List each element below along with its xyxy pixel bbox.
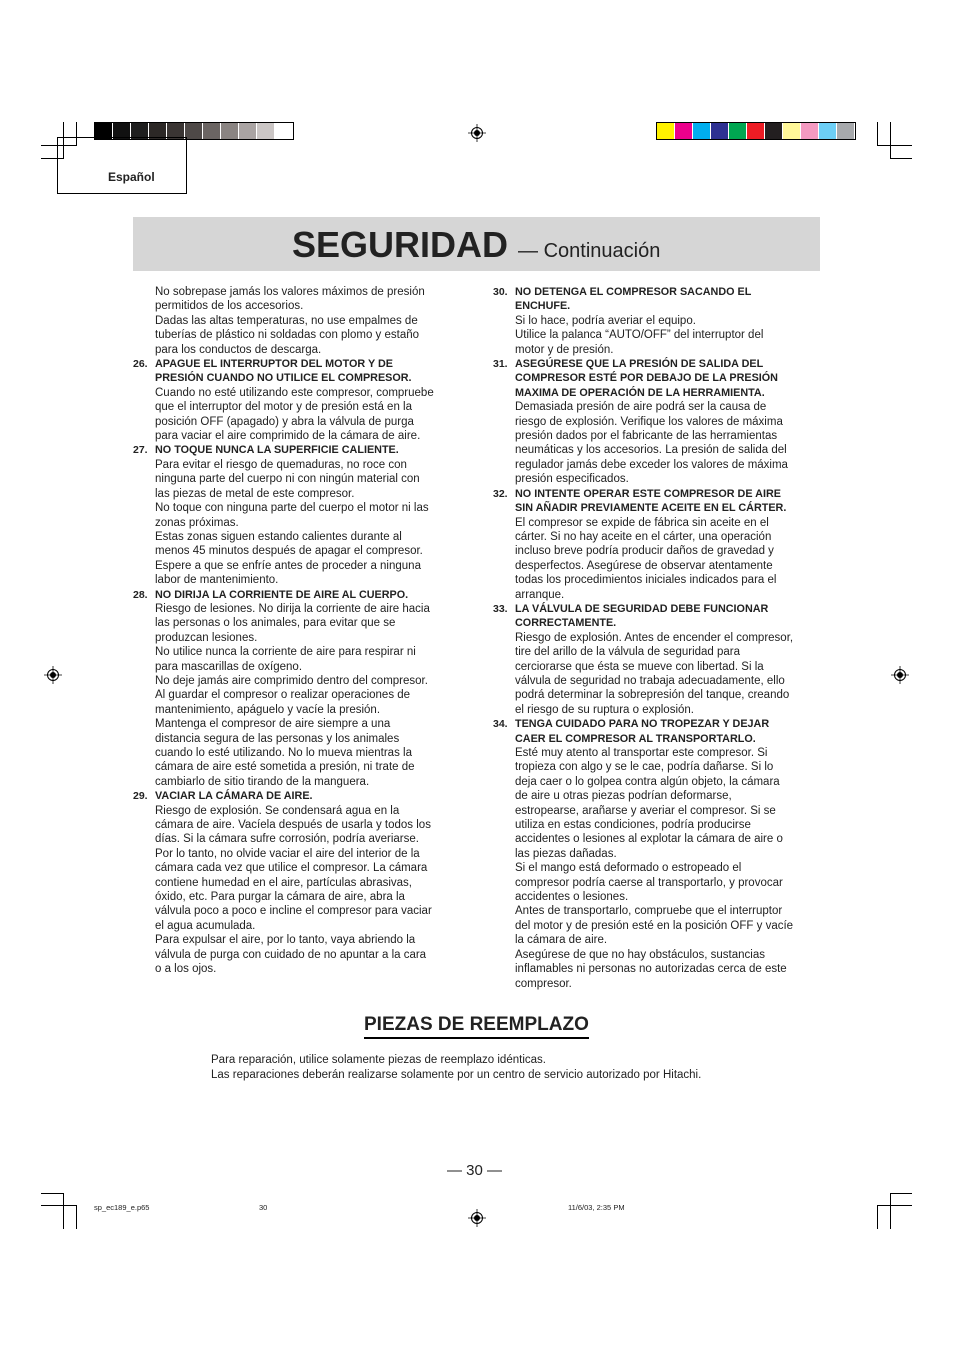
item-body-line: ninguna parte del cuerpo ni con ningún material con: [155, 473, 420, 486]
item-body-line: cámara de aire esté sometida a presión, ni trate de: [155, 761, 415, 774]
item-heading: COMPRESOR ESTÉ POR DEBAJO DE LA PRESIÓN: [515, 372, 778, 385]
item-body-line: Para evitar el riesgo de quemaduras, no roce con: [155, 458, 407, 471]
color-swatch: [275, 123, 293, 139]
intro-line: No sobrepase jamás los valores máximos de presión: [155, 286, 425, 298]
safety-item: [133, 443, 473, 587]
footer-page: 30: [259, 1203, 268, 1212]
item-body-line: cambiarlo de sitio tirando de la manguera.: [155, 775, 370, 788]
safety-item: [493, 717, 828, 991]
item-heading: CAER EL COMPRESOR AL TRANSPORTARLO.: [515, 732, 756, 745]
safety-item: [133, 789, 473, 976]
item-body-line: Espere a que se enfríe antes de proceder a ninguna: [155, 559, 421, 572]
item-body-line: válvula de seguridad no trabaja adecuadamente, ello: [515, 674, 785, 687]
registration-mark-icon: [891, 666, 909, 684]
replacement-line: Para reparación, utilice solamente piezas de reemplazo idénticas.: [211, 1054, 546, 1066]
item-body-line: mantenimiento, apáguelo y vacíe la presión.: [155, 703, 381, 716]
item-body-line: Antes de transportarlo, compruebe que el interruptor: [515, 905, 783, 918]
item-body-line: motor y de presión.: [515, 343, 614, 356]
item-heading: ENCHUFE.: [515, 300, 571, 313]
right-column: [493, 285, 828, 991]
color-swatch: [819, 123, 837, 139]
item-body-line: deja caer o lo golpea contra algún objeto, la cámara: [515, 775, 780, 788]
crop-mark: [877, 1205, 878, 1229]
intro-line: permitidos de los accesorios.: [155, 300, 304, 313]
item-heading: ASEGÚRESE QUE LA PRESIÓN DE SALIDA DEL: [515, 358, 764, 371]
color-swatch: [765, 123, 783, 139]
item-body-line: cámara de aire. Vacíela después de usarla y todos los: [155, 819, 431, 832]
item-body-line: Riesgo de explosión. Se condensará agua en la: [155, 804, 400, 817]
crop-mark: [877, 1205, 912, 1206]
item-body-line: cárter. Si no hay aceite en el cárter, una operación: [515, 530, 772, 543]
item-body-line: Esté muy atento al transportar este compresor. Si: [515, 747, 768, 759]
footer-filename: sp_ec189_e.p65: [94, 1203, 150, 1212]
crop-mark: [890, 1193, 912, 1194]
crop-mark: [890, 158, 912, 159]
item-body-line: menos 45 minutos después de apagar el compresor.: [155, 545, 423, 558]
item-body-line: cerciorarse que ésta se mueve con libertad. Si la: [515, 660, 764, 673]
item-body-line: incluso breve podría producir daños de gravedad y: [515, 545, 774, 558]
item-body-line: accidentes o lesiones al explotar la cámara de aire o: [515, 833, 783, 846]
item-body-line: compresor.: [515, 977, 572, 990]
color-swatch: [783, 123, 801, 139]
replacement-line: Las reparaciones deberán realizarse solamente por un centro de servicio autorizado por Hitachi.: [211, 1068, 702, 1081]
item-body-line: válvula de purga con cuidado de no apuntar a la cara: [155, 948, 427, 961]
item-body-line: para mascarillas de oxígeno.: [155, 660, 303, 673]
item-body-line: riesgo de explosión. Verifique los valores de máxima: [515, 415, 783, 428]
item-heading: TENGA CUIDADO PARA NO TROPEZAR Y DEJAR: [515, 718, 770, 731]
crop-mark: [63, 1193, 64, 1229]
item-body-line: Si el mango está deformado o estropeado el: [515, 862, 742, 875]
safety-item: [493, 357, 828, 487]
language-tab: [57, 137, 187, 194]
color-swatch: [801, 123, 819, 139]
item-body-line: No utilice nunca la corriente de aire para respirar ni: [155, 646, 416, 659]
left-column: [133, 285, 473, 977]
item-body-line: podrá determinar la sobrepresión del tanque, creando: [515, 689, 790, 702]
item-body-line: No deje jamás aire comprimido dentro del compresor.: [155, 674, 428, 687]
item-body-line: Estas zonas siguen estando calientes durante al: [155, 530, 402, 543]
item-body-line: cámara cada vez que utilice el compresor. La cámara: [155, 862, 428, 875]
item-body-line: óxido, etc. Para purgar la cámara de aire, abra la: [155, 891, 405, 904]
item-heading: APAGUE EL INTERRUPTOR DEL MOTOR Y DE: [155, 358, 393, 371]
item-body-line: Para expulsar el aire, por lo tanto, vaya abriendo la: [155, 934, 416, 947]
item-number: 34.: [493, 718, 508, 731]
item-heading: LA VÁLVULA DE SEGURIDAD DEBE FUNCIONAR: [515, 602, 769, 615]
item-body-line: o a los ojos.: [155, 963, 217, 976]
item-body-line: válvula poco a poco e incline el compresor para vaciar: [155, 905, 432, 918]
process-color-bar: [656, 122, 856, 140]
item-body-line: presión dados por el fabricante de las herramientas: [515, 430, 778, 443]
crop-mark: [877, 145, 912, 146]
item-body-line: para vaciar el aire comprimido de la cámara de aire.: [155, 430, 421, 443]
color-swatch: [675, 123, 693, 139]
registration-mark-icon: [468, 124, 486, 142]
footer-timestamp: 11/6/03, 2:35 PM: [568, 1203, 625, 1212]
item-number: 31.: [493, 358, 508, 371]
item-body-line: Por lo tanto, no olvide vaciar el aire del interior de la: [155, 847, 420, 860]
page-subtitle: — Continuación: [518, 240, 661, 262]
intro-line: para los conductos de descarga.: [155, 343, 322, 356]
crop-mark: [41, 1193, 64, 1194]
item-body-line: zonas próximas.: [155, 516, 239, 529]
page-title-main: SEGURIDAD: [292, 224, 509, 265]
item-body-line: Utilice la palanca “AUTO/OFF” del interruptor del: [515, 329, 764, 342]
item-body-line: neumáticas y los accesorios. La presión de salida del: [515, 444, 787, 457]
item-body-line: utiliza en estas condiciones, podría producirse: [515, 819, 751, 832]
safety-item: [493, 487, 828, 602]
item-body-line: contiene humedad en el aire, partículas abrasivas,: [155, 876, 412, 889]
color-swatch: [257, 123, 275, 139]
item-body-line: las piezas de metal de este compresor.: [155, 487, 355, 500]
item-body-line: del motor y de presión esté en la posición OFF y vacíe: [515, 919, 794, 932]
safety-item: [493, 285, 828, 357]
item-body-line: presión especificados.: [515, 473, 629, 486]
item-heading: NO TOQUE NUNCA LA SUPERFICIE CALIENTE.: [155, 444, 399, 457]
crop-mark: [890, 1193, 891, 1229]
intro-line: Dadas las altas temperaturas, no use empalmes de: [155, 314, 418, 327]
item-body-line: Mantenga el compresor de aire siempre a una: [155, 718, 391, 731]
item-number: 27.: [133, 444, 148, 457]
color-swatch: [185, 123, 203, 139]
color-swatch: [693, 123, 711, 139]
item-body-line: regulador jamás debe exceder los valores de máxima: [515, 458, 788, 471]
item-body-line: Si lo hace, podría averiar el equipo.: [515, 314, 696, 327]
registration-mark-icon: [468, 1209, 486, 1227]
item-body-line: cuando lo esté utilizando. No lo mueva mientras la: [155, 747, 412, 759]
item-body-line: desperfectos. Asegúrese de observar atentamente: [515, 559, 773, 572]
item-body-line: Cuando no esté utilizando este compresor, compruebe: [155, 386, 434, 399]
item-heading: SIN AÑADIR PREVIAMENTE ACEITE EN EL CÁRTER.: [515, 502, 787, 515]
color-swatch: [657, 123, 675, 139]
item-body-line: El compresor se expide de fábrica sin aceite en el: [515, 516, 769, 529]
item-body-line: tropieza con algo y se le cae, podría dañarse. Si lo: [515, 761, 774, 774]
item-number: 29.: [133, 790, 148, 803]
item-heading: NO DIRIJA LA CORRIENTE DE AIRE AL CUERPO.: [155, 588, 409, 601]
language-label: Español: [108, 170, 155, 184]
crop-mark: [41, 1205, 77, 1206]
item-body-line: labor de mantenimiento.: [155, 574, 279, 587]
item-body-line: días. Si la cámara sufre corrosión, podría averiarse.: [155, 833, 419, 846]
item-body-line: Asegúrese de que no hay obstáculos, sustancias: [515, 948, 765, 961]
replacement-parts-heading: PIEZAS DE REEMPLAZO: [364, 1014, 589, 1039]
item-heading: VACIAR LA CÁMARA DE AIRE.: [155, 790, 313, 803]
item-body-line: el agua acumulada.: [155, 919, 256, 932]
item-number: 28.: [133, 588, 148, 601]
item-heading: MAXIMA DE OPERACIÓN DE LA HERRAMIENTA.: [515, 386, 765, 399]
item-heading: PRESIÓN CUANDO NO UTILICE EL COMPRESOR.: [155, 372, 412, 385]
item-body-line: el riesgo de su ruptura o explosión.: [515, 703, 694, 716]
color-swatch: [221, 123, 239, 139]
item-body-line: Riesgo de lesiones. No dirija la corriente de aire hacia: [155, 602, 430, 615]
item-body-line: produzcan lesiones.: [155, 631, 258, 644]
replacement-parts-text: [211, 1053, 701, 1082]
item-body-line: la cámara de aire.: [515, 934, 608, 947]
color-swatch: [747, 123, 765, 139]
item-body-line: estropearse, arañarse y averiar el compresor. Si se: [515, 804, 776, 817]
intro-line: tuberías de plástico ni soldadas con plomo y estaño: [155, 329, 420, 342]
item-body-line: distancia segura de las personas y los animales: [155, 732, 400, 745]
safety-item: [133, 357, 473, 443]
color-swatch: [837, 123, 855, 139]
color-swatch: [239, 123, 257, 139]
item-body-line: posición OFF (apagado) y abra la válvula de purga: [155, 415, 414, 428]
registration-mark-icon: [44, 666, 62, 684]
item-body-line: las piezas dañadas.: [515, 847, 617, 860]
item-body-line: Demasiada presión de aire podrá ser la causa de: [515, 401, 767, 414]
page-title: [292, 224, 660, 266]
item-heading: CORRECTAMENTE.: [515, 617, 617, 630]
safety-item: [133, 588, 473, 790]
item-body-line: Riesgo de explosión. Antes de encender el compresor,: [515, 631, 794, 644]
item-number: 33.: [493, 602, 508, 615]
item-body-line: Al guardar el compresor o realizar operaciones de: [155, 689, 411, 702]
page-number: — 30 —: [447, 1162, 503, 1179]
item-body-line: las personas o los animales, para evitar que se: [155, 617, 396, 630]
color-swatch: [729, 123, 747, 139]
item-body-line: tire del arillo de la válvula de seguridad para: [515, 646, 741, 659]
item-body-line: No toque con ninguna parte del cuerpo el motor ni las: [155, 502, 429, 515]
color-swatch: [711, 123, 729, 139]
item-heading: NO INTENTE OPERAR ESTE COMPRESOR DE AIRE: [515, 487, 781, 500]
crop-mark: [877, 122, 878, 146]
item-body-line: todas los procedimientos iniciales indicados para el: [515, 574, 777, 587]
item-body-line: accidentes o lesiones.: [515, 891, 629, 904]
safety-item: [493, 602, 828, 717]
item-body-line: de aire u otras piezas podrían deformarse,: [515, 790, 732, 803]
item-body-line: arranque.: [515, 588, 565, 601]
item-number: 30.: [493, 286, 508, 298]
item-body-line: inflamables ni personas no autorizadas cerca de este: [515, 963, 787, 976]
crop-mark: [76, 1205, 77, 1229]
item-heading: NO DETENGA EL COMPRESOR SACANDO EL: [515, 286, 752, 298]
item-body-line: compresor podría caerse al transportarlo, y provocar: [515, 876, 783, 889]
crop-mark: [890, 122, 891, 159]
item-number: 32.: [493, 487, 508, 500]
item-body-line: que el interruptor del motor y de presión está en la: [155, 401, 412, 414]
item-number: 26.: [133, 358, 148, 371]
color-swatch: [203, 123, 221, 139]
